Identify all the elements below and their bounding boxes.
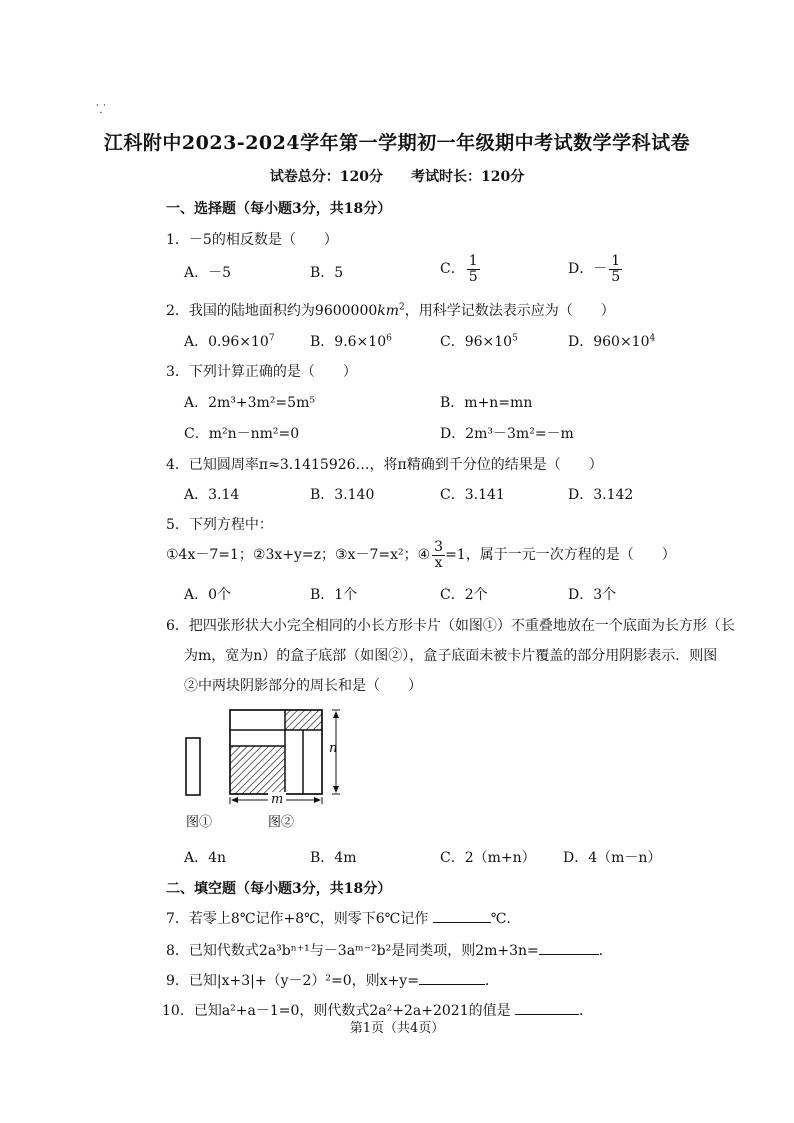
q6-option-d: D．4（m－n） [563, 850, 662, 866]
q5-option-d: D．3个 [568, 587, 617, 603]
q5-option-c: C．2个 [440, 587, 488, 603]
question-9: 9．已知|x+3|+（y－2）²=0，则x+y= ． [166, 973, 499, 989]
q4-option-b: B．3.140 [310, 487, 375, 503]
fraction: $\frac{1}{5}$ [468, 253, 478, 285]
q2-option-c: C．$96\times 10^5$ [440, 333, 518, 350]
answer-blank[interactable] [419, 972, 485, 985]
q3-option-d: D．2m³－3m²=－m [440, 426, 574, 442]
card-horizontal-2 [230, 730, 285, 746]
card-horizontal-1 [230, 710, 285, 730]
question-6-line-2: 为m，宽为n）的盒子底部（如图②），盒子底面未被卡片覆盖的部分用阴影表示．则图 [184, 648, 718, 664]
q4-option-d: D．3.142 [568, 487, 634, 503]
card-figure-1 [186, 738, 200, 795]
q6-option-b: B．4m [310, 850, 357, 866]
shaded-region-right [285, 710, 322, 730]
answer-blank[interactable] [433, 910, 491, 923]
q1-option-a: A．－5 [184, 265, 232, 281]
q2-option-b: B．$9.6\times 10^6$ [310, 333, 392, 350]
page-footer: 第1页（共4页） [349, 1021, 445, 1036]
corner-mark: ⸪ [96, 102, 106, 116]
shaded-region-left [230, 746, 285, 794]
card-vertical-1 [285, 730, 303, 794]
q3-option-c: C．m²n－nm²=0 [184, 426, 300, 442]
question-7: 7．若零上8℃记作+8℃，则零下6℃记作 ℃． [166, 911, 521, 927]
section-heading-choice: 一、选择题（每小题3分，共18分） [166, 201, 392, 217]
q4-option-a: A．3.14 [184, 487, 240, 503]
q6-option-a: A．4n [184, 850, 227, 866]
answer-blank[interactable] [515, 1002, 579, 1015]
label-m: m [268, 792, 286, 807]
q1-option-c: C． $\frac{1}{5}$ [440, 253, 478, 285]
duration: 考试时长：120分 [411, 169, 525, 185]
q1-option-d: D．－ $\frac{1}{5}$ [568, 253, 621, 285]
question-5: 5．下列方程中： [166, 517, 273, 533]
question-6-line-1: 6．把四张形状大小完全相同的小长方形卡片（如图①）不重叠地放在一个底面为长方形（长 [166, 618, 735, 634]
q5-option-a: A．0个 [184, 587, 232, 603]
q2-option-d: D．$960\times 10^4$ [568, 333, 656, 350]
figure-1-caption: 图① [186, 815, 213, 830]
q5-option-b: B．1个 [310, 587, 358, 603]
question-1: 1．－5的相反数是（ ） [166, 232, 338, 248]
section-heading-fill: 二、填空题（每小题3分，共18分） [166, 881, 392, 897]
question-6-line-3: ②中两块阴影部分的周长和是（ ） [184, 678, 422, 694]
figure-2-caption: 图② [268, 815, 295, 830]
q5-equations: ①4x－7=1；②3x+y=z；③x－7=x²；④ $\frac{3}{x}$ =1，属于一元一次方程的是（ ） [166, 539, 676, 571]
question-8: 8．已知代数式2a³bⁿ⁺¹与－3aᵐ⁻²b²是同类项，则2m+3n= ． [166, 943, 613, 959]
total-score: 试卷总分：120分 [269, 169, 383, 185]
q1-option-b: B．5 [310, 265, 344, 281]
question-10: 10．已知a²+a－1=0，则代数式2a²+2a+2021的值是 ． [162, 1003, 594, 1019]
exam-info [0, 166, 794, 186]
question-4: 4．已知圆周率π≈3.1415926…，将π精确到千分位的结果是（ ） [166, 457, 603, 473]
answer-blank[interactable] [539, 942, 599, 955]
exam-title: 江科附中2023-2024学年第一学期初一年级期中考试数学学科试卷 [103, 132, 691, 154]
fraction: $\frac{1}{5}$ [611, 253, 621, 285]
card-vertical-2 [303, 730, 322, 794]
fraction: $\frac{3}{x}$ [434, 539, 444, 571]
q4-option-c: C．3.141 [440, 487, 505, 503]
question-3: 3．下列计算正确的是（ ） [166, 364, 357, 380]
q3-option-a: A．2m³+3m²=5m⁵ [184, 395, 315, 411]
question-2: 2．我国的陆地面积约为$9600000km^2$，用科学记数法表示应为（ ） [166, 302, 615, 319]
q2-option-a: A．$0.96\times 10^7$ [184, 333, 275, 350]
q3-option-b: B．m+n=mn [440, 395, 533, 411]
q6-option-c: C．2（m+n） [440, 850, 536, 866]
label-n: n [329, 741, 338, 756]
